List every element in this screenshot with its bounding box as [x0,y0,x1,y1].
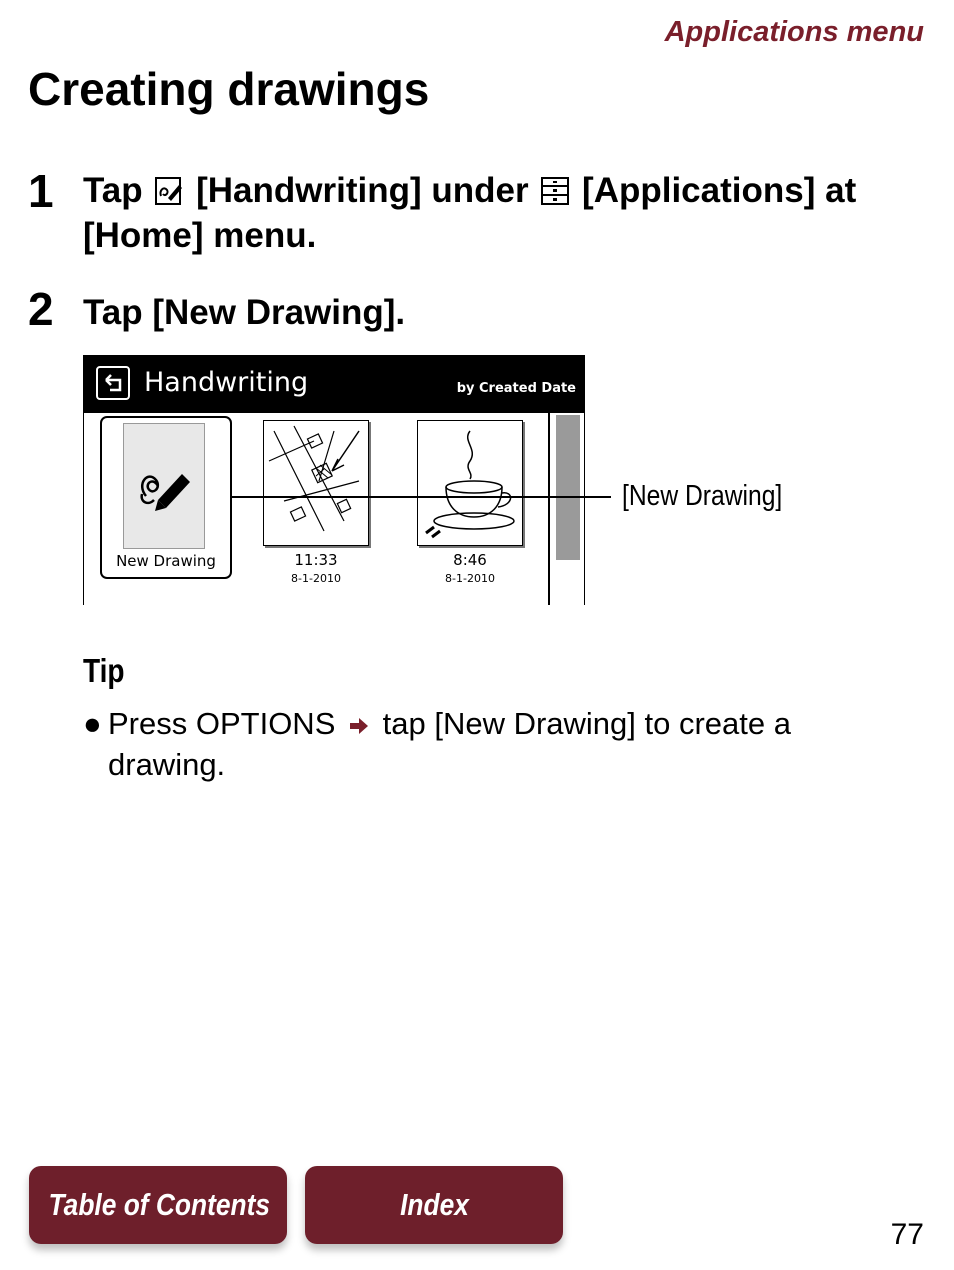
tip-text-part: tap [New Drawing] to create a drawing. [108,706,791,782]
index-label: Index [399,1187,469,1222]
thumbnail-time: 8:46 [453,551,487,569]
new-drawing-thumbnail [123,423,205,549]
tip-heading: Tip [83,652,125,689]
back-button[interactable] [96,366,130,400]
table-of-contents-label: Table of Contents [48,1187,271,1222]
new-drawing-label: New Drawing [116,552,216,570]
device-title: Handwriting [144,367,309,398]
drawing-thumbnail-map[interactable] [263,420,369,546]
sort-label[interactable]: by Created Date [456,381,576,396]
thumbnail-date: 8-1-2010 [445,572,495,585]
scrollbar-thumb[interactable] [556,415,580,560]
step-text-part: Tap [83,171,143,210]
new-drawing-tile[interactable] [100,416,232,579]
drawing-thumbnail-cup[interactable] [417,420,523,546]
coffee-cup-icon [418,421,522,545]
step-number: 1 [28,165,54,217]
index-button[interactable] [305,1166,563,1244]
back-arrow-icon [98,368,128,398]
handwriting-icon [154,176,184,206]
table-of-contents-button[interactable] [29,1166,287,1244]
tip-text-part: Press OPTIONS [108,706,336,741]
device-header [84,355,584,413]
bullet-icon: ● [83,706,102,741]
tip-item [83,703,843,785]
applications-icon [540,176,570,206]
callout-line [231,496,611,498]
arrow-right-icon [348,716,370,736]
step-text [83,168,913,258]
step-number: 2 [28,283,54,335]
section-label: Applications menu [664,16,924,48]
step-text-part: [Handwriting] under [196,171,529,210]
device-screenshot [83,355,585,605]
page-title: Creating drawings [28,63,430,115]
callout-label: [New Drawing] [622,480,783,512]
step-text: Tap [New Drawing]. [83,293,406,332]
page-number: 77 [890,1218,924,1251]
step-text-part: [Applications] at [Home] menu. [83,171,857,255]
pen-icon [124,424,204,548]
map-sketch-icon [264,421,368,545]
thumbnail-time: 11:33 [294,551,338,569]
scrollbar[interactable] [548,413,585,605]
thumbnail-date: 8-1-2010 [291,572,341,585]
